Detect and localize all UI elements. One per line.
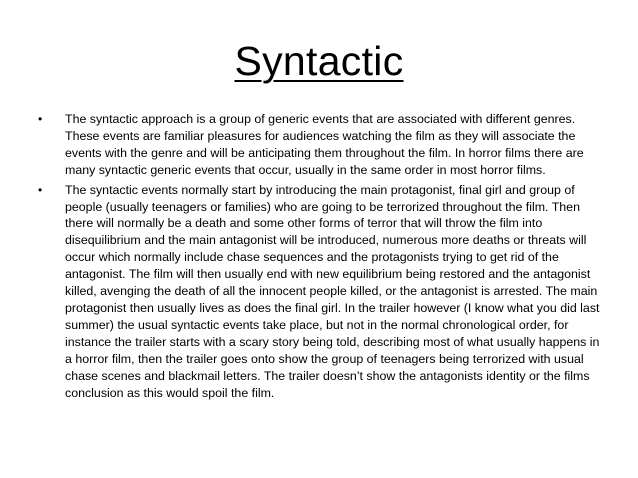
bullet-item-syntactic-approach [38, 111, 604, 179]
slide-title: Syntactic [234, 38, 404, 84]
bullet-text: The syntactic events normally start by introducing the main protagonist, final girl and group of people (usually teenagers or families) who are going to be terrorized throughout the film. Then there will normally be a death and some other forms of terror that will throw the film into disequilibrium and the main antagonist will be introduced, numerous more deaths or threats will occur which normally include chase sequences and the protagonists trying to get rid of the antagonist. The film will then usually end with new equilibrium being restored and the antagonist killed, avenging the death of all the innocent people killed, or the antagonist is arrested. The main protagonist then usually lives as does the final girl. In the trailer however (I know what you did last summer) the usual syntactic events take place, but not in the normal chronological order, for instance the trailer starts with a scary story being told, describing most of what usually happens in a horror film, then the trailer goes onto show the group of teenagers being terrorized with usual chase scenes and blackmail letters. The trailer doesn’t show the antagonists identity or the films conclusion as this would spoil the film. [65, 182, 600, 400]
bullet-text: The syntactic approach is a group of generic events that are associated with different genres. These events are familiar pleasures for audiences watching the film as they will associate the events with the genre and will be anticipating them throughout the film. In horror films there are many syntactic generic events that occur, usually in the same order in most horror films. [65, 112, 584, 177]
bullet-list [38, 111, 604, 404]
bullet-marker: • [38, 182, 43, 197]
bullet-item-syntactic-events [38, 182, 604, 402]
bullet-marker: • [38, 112, 43, 126]
